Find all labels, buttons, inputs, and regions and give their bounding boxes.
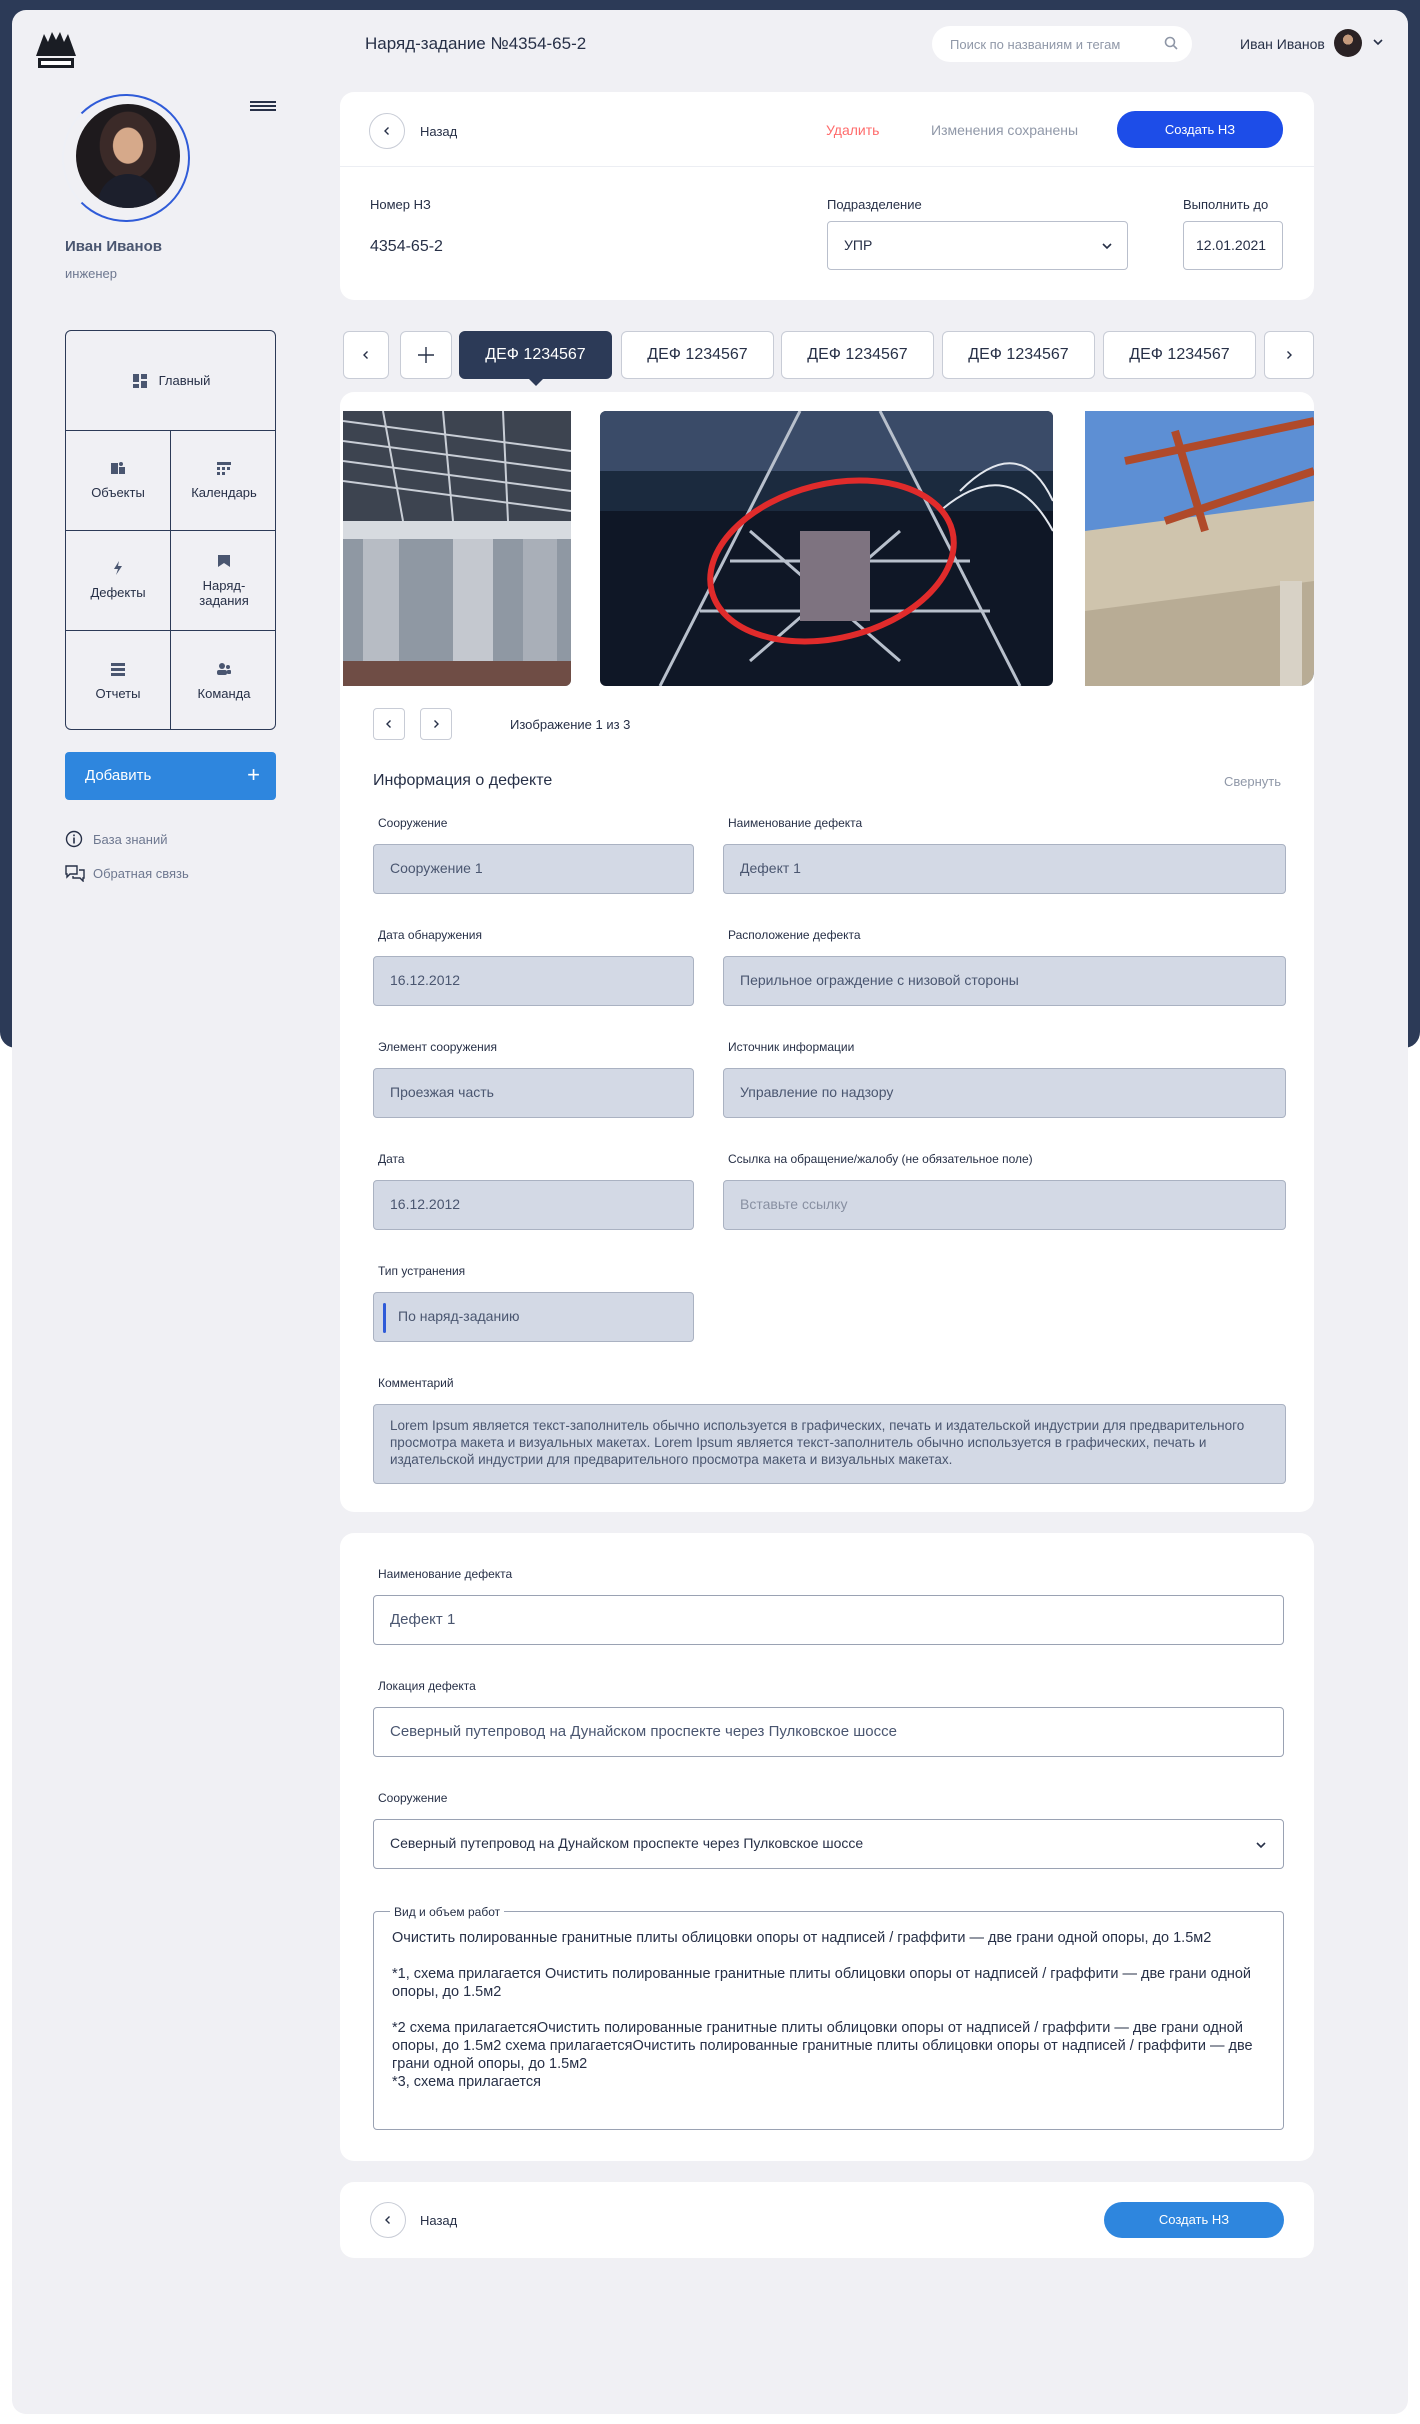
chevron-left-icon — [384, 719, 394, 729]
order-number-label: Номер НЗ — [370, 197, 431, 212]
works-paragraph: *3, схема прилагается — [392, 2074, 541, 2090]
works-paragraph: Очистить полированные гранитные плиты облицовки опоры от надписей / граффити — две грани одной опоры, до 1.5м2 — [392, 1930, 1212, 1946]
defect-photo[interactable] — [1085, 411, 1314, 686]
comment-label: Комментарий — [378, 1376, 454, 1390]
sidebar-item-label: Календарь — [191, 485, 257, 500]
search-placeholder: Поиск по названиям и тегам — [950, 37, 1121, 52]
feedback-label: Обратная связь — [93, 866, 189, 881]
works-paragraph: *1, схема прилагается Очистить полированные гранитные плиты облицовки опоры от надписей / граффити — две грани одной опоры, до 1.5м2 — [392, 1966, 1252, 2000]
chevron-down-icon — [1255, 1839, 1267, 1851]
chevron-left-icon — [383, 2215, 393, 2225]
objects-icon — [111, 461, 125, 475]
sidebar-item-label: Отчеты — [95, 685, 141, 701]
knowledge-base-label: База знаний — [93, 832, 168, 847]
lightning-icon — [111, 561, 125, 575]
info-icon — [65, 830, 83, 848]
chat-icon — [65, 864, 85, 882]
bookmark-icon — [217, 554, 231, 568]
avatar[interactable] — [76, 104, 180, 208]
search-icon — [1164, 36, 1178, 50]
works-paragraph: *2 схема прилагаетсяОчистить полированные гранитные плиты облицовки опоры от надписей / граффити — две грани одной опоры, до 1.5м2 схема прилагаетсяОчистить полированные гранитные плиты облицовки опоры от надписей / граффити — две грани одной опоры, до 1.5м2 — [392, 2020, 1253, 2072]
source-label: Источник информации — [728, 1040, 855, 1054]
sidebar-item-orders[interactable] — [171, 531, 276, 631]
photo-prev-button[interactable] — [373, 708, 405, 740]
tab-defect[interactable]: ДЕФ 1234567 — [1103, 331, 1256, 379]
logo[interactable] — [32, 26, 80, 74]
source-field[interactable]: Управление по надзору — [723, 1068, 1286, 1118]
sidebar-item-reports[interactable] — [66, 631, 171, 730]
knowledge-base-link[interactable] — [65, 832, 168, 847]
defect-name-input[interactable]: Дефект 1 — [373, 1595, 1284, 1645]
defect-location-label: Локация дефекта — [378, 1679, 476, 1693]
delete-button[interactable]: Удалить — [826, 122, 880, 138]
division-value: УПР — [844, 237, 873, 253]
date-label: Дата — [378, 1152, 405, 1166]
sidebar-item-label: Наряд-задания — [199, 577, 249, 608]
sidebar-item-team[interactable] — [171, 631, 276, 730]
add-button[interactable] — [65, 752, 276, 800]
search-input[interactable] — [932, 26, 1192, 62]
footer-create-button[interactable]: Создать НЗ — [1104, 2202, 1284, 2238]
sidebar-item-objects[interactable] — [66, 431, 171, 531]
add-tab-button[interactable] — [400, 331, 452, 379]
add-button-label: Добавить — [85, 767, 152, 784]
complaint-link-label: Ссылка на обращение/жалобу (не обязательное поле) — [728, 1152, 1033, 1166]
works-label: Вид и объем работ — [390, 1903, 504, 1921]
element-label: Элемент сооружения — [378, 1040, 497, 1054]
list-icon — [111, 662, 125, 676]
calendar-icon — [217, 461, 231, 475]
sidebar-item-label: Дефекты — [90, 585, 146, 600]
sidebar-item-label: Объекты — [91, 485, 145, 500]
chevron-left-icon — [361, 350, 371, 360]
footer-back-label[interactable]: Назад — [420, 2213, 458, 2228]
structure-label: Сооружение — [378, 1791, 448, 1805]
defect-photo-selected[interactable] — [600, 411, 1053, 686]
tabs-next-button[interactable] — [1264, 331, 1314, 379]
collapse-button[interactable]: Свернуть — [1224, 774, 1282, 789]
sidebar-item-calendar[interactable] — [171, 431, 276, 531]
saved-status: Изменения сохранены — [931, 122, 1079, 138]
photo-counter: Изображение 1 из 3 — [510, 717, 631, 732]
fix-type-label: Тип устранения — [378, 1264, 466, 1278]
defect-location-label: Расположение дефекта — [728, 928, 861, 942]
divider — [340, 166, 1314, 167]
section-title: Информация о дефекте — [373, 772, 553, 789]
element-field[interactable]: Проезжая часть — [373, 1068, 694, 1118]
structure-value: Северный путепровод на Дунайском проспекте через Пулковское шоссе — [390, 1835, 864, 1851]
sidebar-item-label: Команда — [197, 685, 251, 701]
works-textarea[interactable] — [373, 1905, 1284, 2130]
tab-defect[interactable]: ДЕФ 1234567 — [781, 331, 934, 379]
dashboard-icon — [133, 374, 147, 388]
defect-location-input[interactable]: Северный путепровод на Дунайском проспекте через Пулковское шоссе — [373, 1707, 1284, 1757]
create-order-button[interactable]: Создать НЗ — [1117, 111, 1283, 148]
deadline-label: Выполнить до — [1183, 197, 1269, 212]
chevron-right-icon — [431, 719, 441, 729]
header-avatar[interactable] — [1334, 29, 1362, 57]
back-label[interactable]: Назад — [420, 124, 458, 139]
defect-location-field[interactable]: Перильное ограждение с низовой стороны — [723, 956, 1286, 1006]
deadline-field[interactable]: 12.01.2021 — [1183, 221, 1283, 270]
fix-type-value: По наряд-заданию — [398, 1308, 520, 1324]
menu-icon[interactable] — [250, 101, 276, 111]
date-found-field[interactable]: 16.12.2012 — [373, 956, 694, 1006]
text-cursor — [383, 1303, 386, 1333]
date-found-label: Дата обнаружения — [378, 928, 482, 942]
defect-photo[interactable] — [343, 411, 571, 686]
comment-field[interactable]: Lorem Ipsum является текст-заполнитель обычно используется в графических, печать и издательской индустрии для предварительного просмотра макета и визуальных макетах. Lorem Ipsum является текст-заполнитель обычно используется в графических, печать и издательской индустрии для предварительного просмотра макета и визуальных макетах. — [373, 1404, 1286, 1484]
header-user-name[interactable]: Иван Иванов — [1240, 36, 1325, 52]
order-number: 4354-65-2 — [370, 238, 443, 255]
footer-back-button[interactable] — [370, 2202, 406, 2238]
chevron-right-icon — [1284, 350, 1294, 360]
division-select[interactable] — [827, 221, 1128, 270]
date-field[interactable]: 16.12.2012 — [373, 1180, 694, 1230]
fix-type-field[interactable] — [373, 1292, 694, 1342]
defect-name-label: Наименование дефекта — [378, 1567, 513, 1581]
sidebar-menu — [65, 330, 276, 730]
work-form-card — [340, 1533, 1314, 2161]
tab-defect[interactable]: ДЕФ 1234567 — [621, 331, 774, 379]
back-button[interactable] — [369, 113, 405, 149]
active-tab-pointer — [528, 378, 544, 386]
plus-icon — [416, 345, 436, 365]
defect-name-field[interactable]: Дефект 1 — [723, 844, 1286, 894]
structure-select[interactable] — [373, 1819, 1284, 1869]
defect-name-label: Наименование дефекта — [728, 816, 863, 830]
sidebar-item-main[interactable] — [66, 331, 276, 431]
structure-label: Сооружение — [378, 816, 448, 830]
feedback-link[interactable] — [65, 866, 189, 881]
photo-next-button[interactable] — [420, 708, 452, 740]
chevron-left-icon — [382, 126, 392, 136]
plus-icon: + — [247, 762, 260, 787]
footer-card — [340, 2182, 1314, 2258]
defect-info-card — [340, 392, 1314, 1512]
tab-defect[interactable]: ДЕФ 1234567 — [942, 331, 1095, 379]
chevron-down-icon — [1101, 240, 1113, 252]
order-header-card — [340, 92, 1314, 300]
chevron-down-icon[interactable] — [1372, 36, 1384, 48]
complaint-link-input[interactable]: Вставьте ссылку — [723, 1180, 1286, 1230]
sidebar-user-name: Иван Иванов — [65, 238, 162, 255]
team-icon — [217, 662, 231, 676]
sidebar-item-defects[interactable] — [66, 531, 171, 631]
structure-field[interactable]: Сооружение 1 — [373, 844, 694, 894]
sidebar-user-role: инженер — [65, 266, 118, 281]
sidebar-item-label: Главный — [158, 373, 211, 388]
tabs-prev-button[interactable] — [343, 331, 389, 379]
tab-defect[interactable]: ДЕФ 1234567 — [459, 331, 612, 379]
page-title: Наряд-задание №4354-65-2 — [365, 34, 587, 53]
division-label: Подразделение — [827, 197, 922, 212]
